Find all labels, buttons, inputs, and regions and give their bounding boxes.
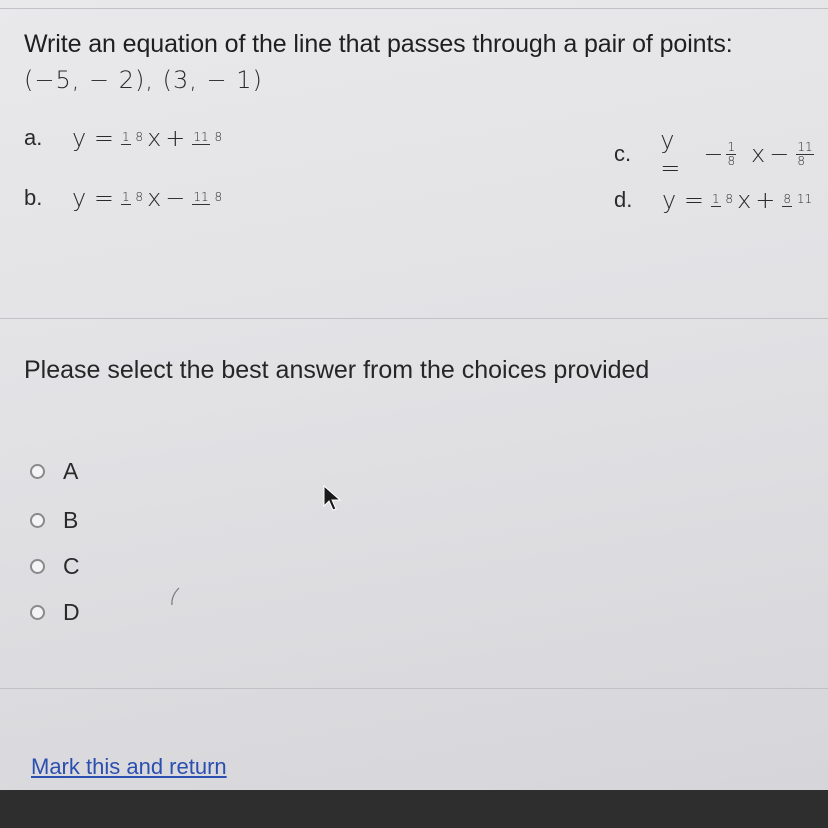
option-d[interactable] bbox=[30, 599, 80, 626]
option-b[interactable] bbox=[30, 507, 78, 534]
choice-d bbox=[614, 186, 816, 214]
equation-lhs: y = bbox=[660, 126, 681, 182]
equation bbox=[660, 126, 828, 182]
choice-b bbox=[24, 184, 226, 212]
equation-operator: − bbox=[769, 140, 790, 168]
const-denominator: 8 bbox=[214, 130, 223, 144]
coefficient-fraction bbox=[711, 193, 734, 207]
constant-fraction bbox=[192, 131, 223, 145]
mouse-pointer-icon bbox=[322, 484, 346, 512]
coef-numerator: 1 bbox=[711, 192, 720, 206]
coef-denominator: 8 bbox=[727, 153, 736, 168]
const-denominator: 8 bbox=[214, 190, 223, 204]
option-c[interactable] bbox=[30, 553, 80, 580]
option-label[interactable]: D bbox=[63, 599, 80, 625]
coef-numerator: 1 bbox=[121, 190, 130, 204]
equation-lhs: y = bbox=[662, 186, 704, 214]
instructions-text: Please select the best answer from the choices provided bbox=[24, 356, 650, 384]
constant-fraction bbox=[796, 141, 825, 168]
const-numerator: 11 bbox=[193, 190, 209, 204]
choice-c bbox=[614, 126, 828, 182]
equation-operator: − bbox=[165, 184, 186, 212]
radio-button[interactable] bbox=[30, 559, 45, 574]
equation-lhs: y = bbox=[72, 124, 114, 152]
option-label[interactable]: C bbox=[63, 553, 80, 579]
equation bbox=[72, 184, 226, 212]
stray-mark bbox=[168, 586, 182, 608]
equation-lhs: y = bbox=[72, 184, 114, 212]
coefficient-fraction bbox=[726, 141, 748, 168]
coef-numerator: 1 bbox=[121, 130, 130, 144]
choice-a bbox=[24, 124, 226, 152]
top-divider bbox=[0, 8, 828, 9]
const-numerator: 8 bbox=[783, 192, 792, 206]
coef-denominator: 8 bbox=[135, 130, 144, 144]
option-label[interactable]: A bbox=[63, 458, 79, 484]
radio-button[interactable] bbox=[30, 464, 45, 479]
coefficient-fraction bbox=[121, 131, 144, 145]
coef-denominator: 8 bbox=[725, 192, 734, 206]
const-denominator: 8 bbox=[797, 153, 805, 168]
question-points: (−5, − 2), (3, − 1) bbox=[24, 66, 263, 94]
section-divider bbox=[0, 318, 828, 319]
mark-and-return-link[interactable]: Mark this and return bbox=[31, 754, 227, 779]
choice-letter: d. bbox=[614, 187, 633, 212]
option-a[interactable] bbox=[30, 458, 78, 485]
radio-button[interactable] bbox=[30, 605, 45, 620]
const-numerator: 11 bbox=[797, 139, 813, 154]
equation-var: x bbox=[737, 186, 752, 214]
constant-fraction bbox=[782, 193, 813, 207]
question-text: Write an equation of the line that passes through a pair of points: bbox=[24, 30, 733, 58]
const-denominator: 11 bbox=[796, 192, 813, 206]
coefficient-fraction bbox=[121, 191, 144, 205]
coef-denominator: 8 bbox=[135, 190, 144, 204]
equation bbox=[72, 124, 226, 152]
radio-button[interactable] bbox=[30, 513, 45, 528]
const-numerator: 11 bbox=[193, 130, 209, 144]
equation-sign: − bbox=[703, 140, 724, 168]
equation bbox=[662, 186, 816, 214]
choice-letter: c. bbox=[614, 141, 632, 166]
equation-var: x bbox=[751, 140, 766, 168]
equation-var: x bbox=[147, 124, 162, 152]
constant-fraction bbox=[192, 191, 223, 205]
equation-var: x bbox=[147, 184, 162, 212]
screen-bezel bbox=[0, 790, 828, 828]
equation-operator: + bbox=[165, 124, 186, 152]
option-label[interactable]: B bbox=[63, 507, 79, 533]
choice-letter: a. bbox=[24, 125, 43, 150]
equation-operator: + bbox=[755, 186, 776, 214]
footer-divider bbox=[0, 688, 828, 689]
choice-letter: b. bbox=[24, 185, 43, 210]
coef-numerator: 1 bbox=[727, 139, 736, 154]
